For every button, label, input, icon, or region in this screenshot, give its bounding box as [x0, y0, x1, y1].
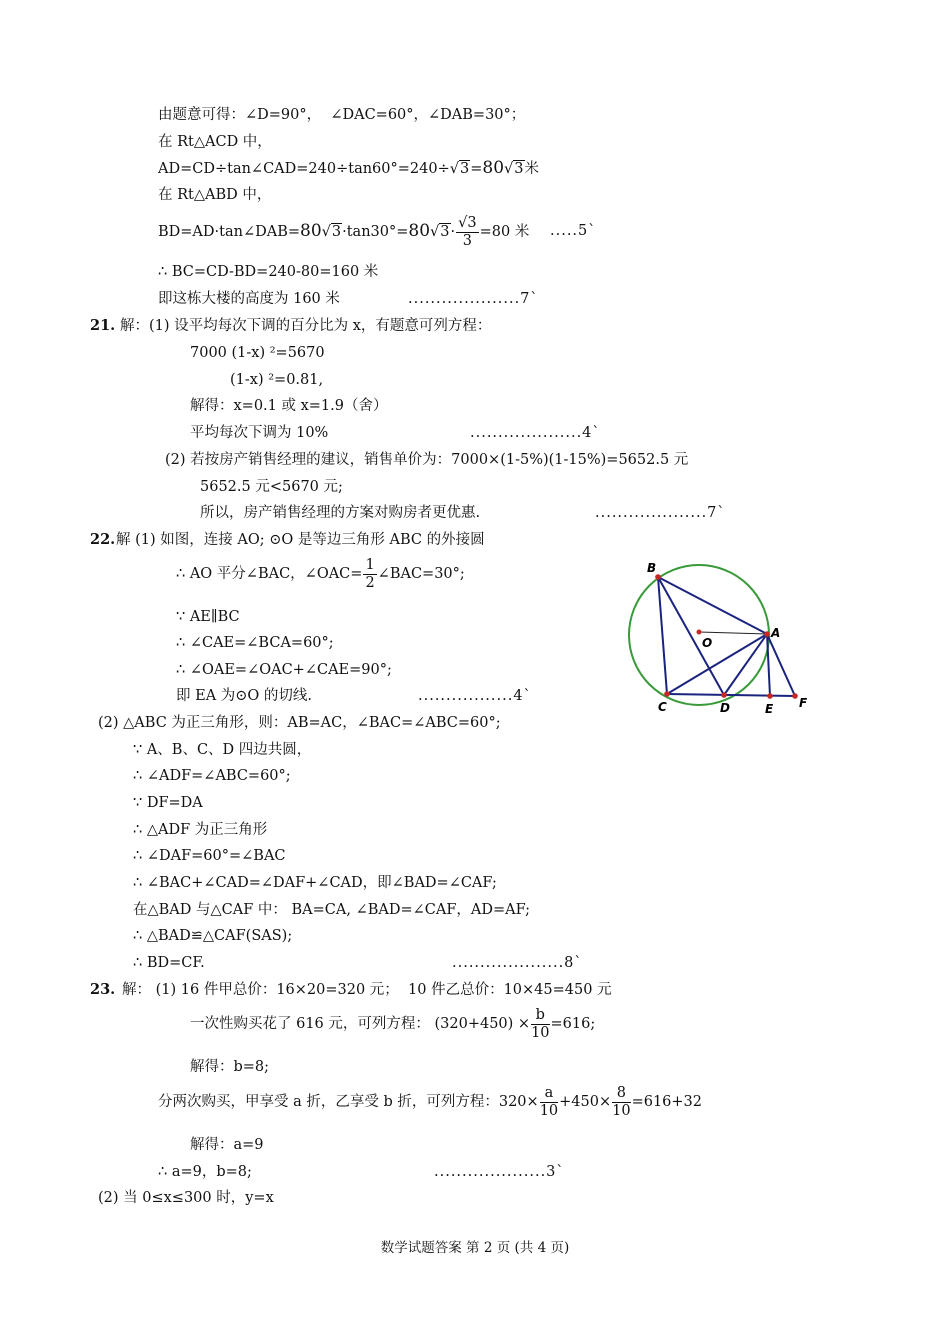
s22-line-10: ∵ DF=DA: [133, 795, 203, 811]
s23-line-1: 解： (1) 16 件甲总价：16×20=320 元； 10 件乙总价：10×45=450 元: [122, 982, 612, 998]
s20-line-6: ∴ BC=CD-BD=240-80=160 米: [158, 264, 379, 280]
s20-line-7: 即这栋大楼的高度为 160 米: [158, 291, 340, 307]
s20-l5-dot: ·: [450, 224, 456, 240]
fraction-numerator: √3: [458, 214, 477, 231]
s23-line-7: (2) 当 0≤x≤300 时，y=x: [98, 1190, 274, 1206]
sqrt-symbol: √: [504, 161, 514, 177]
s22-line-7: (2) △ABC 为正三角形，则：AB=AC，∠BAC=∠ABC=60°;: [98, 715, 501, 731]
s23-line-6: ∴ a=9，b=8;: [158, 1164, 252, 1180]
fraction-denominator: 10: [539, 1102, 559, 1119]
s22-line-14: 在△BAD 与△CAF 中： BA=CA, ∠BAD=∠CAF，AD=AF;: [133, 902, 531, 918]
s23-fraction-b: [531, 1007, 549, 1042]
s22-line-8: ∵ A、B、C、D 四边共圆，: [133, 742, 312, 758]
s20-l5-coef-2: 80: [408, 221, 431, 241]
s20-l5-coef: 80: [300, 221, 322, 241]
s23-fraction-a: [540, 1085, 558, 1120]
s20-l3-unit: 米: [524, 161, 539, 177]
s21-line-5: 平均每次下调为 10%: [190, 425, 329, 441]
s20-l3-coef: 80: [482, 158, 505, 178]
fraction-denominator: 2: [365, 574, 375, 591]
s22-line-4: ∴ ∠CAE=∠BCA=60°;: [176, 635, 334, 651]
s23-l2-text: 一次性购买花了 616 元，可列方程： (320+450) ×: [190, 1016, 531, 1032]
s20-line-4: 在 Rt△ABD 中，: [158, 187, 272, 203]
s23-l4-result: =616+32: [631, 1094, 703, 1110]
s21-line-2: 7000 (1-x) ²=5670: [190, 345, 325, 361]
s21-score-7: ....................7`: [595, 505, 726, 521]
s22-line-3: ∵ AE∥BC: [176, 609, 240, 625]
fraction-numerator: 1: [365, 556, 375, 573]
s20-score-7: ....................7`: [408, 291, 539, 307]
s23-l4-text-2: +450×: [559, 1094, 612, 1110]
label-E: E: [765, 702, 774, 716]
s22-line-9: ∴ ∠ADF=∠ABC=60°;: [133, 768, 291, 784]
s21-line-1: 解：(1) 设平均每次下调的百分比为 x，有题意可列方程：: [120, 318, 492, 334]
s20-l5-tan: ·tan30°=: [342, 224, 409, 240]
segment-CF: [667, 694, 795, 696]
label-O: O: [702, 636, 713, 650]
s20-line-2: 在 Rt△ACD 中，: [158, 134, 272, 150]
segment-CA: [667, 634, 767, 694]
s20-l3-text: AD=CD÷tan∠CAD=240÷tan60°=240÷: [158, 161, 450, 177]
segment-OA: [699, 632, 767, 634]
segment-BC: [658, 577, 667, 694]
label-B: B: [647, 561, 657, 575]
s20-l3-radicand-2: 3: [514, 161, 524, 177]
s20-l5-result: =80 米: [479, 224, 530, 240]
s20-line-3: [158, 158, 539, 179]
s21-line-4: 解得：x=0.1 或 x=1.9（舍）: [190, 398, 388, 414]
fraction-denominator: 10: [612, 1102, 631, 1119]
s23-l2-result: =616;: [550, 1016, 596, 1032]
segment-DA: [724, 634, 767, 695]
s23-l4-text: 分两次购买，甲享受 a 折，乙享受 b 折，可列方程：320×: [158, 1094, 539, 1110]
s20-l3-radicand: 3: [459, 161, 470, 177]
s23-line-4: [158, 1083, 702, 1121]
s21-line-7: 5652.5 元<5670 元;: [200, 479, 343, 495]
label-F: F: [799, 696, 808, 710]
point-E: [767, 693, 773, 699]
page-footer: 数学试题答案 第 2 页 (共 4 页): [380, 1240, 570, 1256]
fraction-numerator: b: [531, 1007, 549, 1025]
fraction-denominator: 3: [462, 232, 472, 249]
point-O: [697, 630, 702, 635]
circumcircle: [629, 565, 769, 705]
s23-number: 23.: [90, 981, 116, 998]
label-C: C: [658, 700, 667, 714]
fraction-denominator: 10: [531, 1024, 550, 1041]
s22-fraction: [363, 557, 376, 592]
fraction-numerator: 8: [612, 1085, 630, 1103]
s22-score-8: ....................8`: [452, 955, 583, 971]
s21-line-8: 所以，房产销售经理的方案对购房者更优惠.: [200, 505, 481, 521]
circle-geometry-figure: [610, 550, 820, 720]
point-A: [764, 631, 770, 637]
fraction-numerator: a: [540, 1085, 558, 1103]
s20-fraction: [456, 215, 478, 250]
point-C: [664, 691, 670, 697]
s22-line-5: ∴ ∠OAE=∠OAC+∠CAE=90°;: [176, 662, 392, 678]
s22-score-4: .................4`: [418, 688, 532, 704]
point-F: [792, 693, 798, 699]
s20-l5-radicand: 3: [331, 224, 342, 240]
s21-line-6: (2) 若按房产销售经理的建议，销售单价为：7000×(1-5%)(1-15%)=5652.5 元: [165, 452, 689, 468]
s22-line-15: ∴ △BAD≌△CAF(SAS);: [133, 928, 293, 944]
s21-score-4: ....................4`: [470, 425, 601, 441]
s21-line-3: (1-x) ²=0.81,: [230, 372, 324, 388]
s20-l3-eq: =: [470, 161, 483, 177]
sqrt-symbol: √: [430, 224, 440, 240]
s22-l2-text: ∴ AO 平分∠BAC，∠OAC=: [176, 566, 363, 582]
s22-line-16: ∴ BD=CF.: [133, 955, 205, 971]
s22-line-12: ∴ ∠DAF=60°=∠BAC: [133, 848, 286, 864]
s22-line-6: 即 EA 为⊙O 的切线.: [176, 688, 313, 704]
s22-line-11: ∴ △ADF 为正三角形: [133, 822, 268, 838]
s22-line-13: ∴ ∠BAC+∠CAD=∠DAF+∠CAD，即∠BAD=∠CAF;: [133, 875, 497, 891]
s20-score-5: .....5`: [550, 223, 597, 239]
sqrt-symbol: √: [449, 161, 459, 177]
s22-l2-text-2: ∠BAC=30°;: [377, 566, 465, 582]
s20-l5-radicand-2: 3: [440, 224, 450, 240]
label-A: A: [771, 626, 781, 640]
sqrt-symbol: √: [321, 224, 331, 240]
s20-line-5: [158, 212, 529, 251]
s23-line-3: 解得：b=8;: [190, 1059, 270, 1075]
point-D: [721, 692, 727, 698]
label-D: D: [720, 701, 730, 715]
s23-score-3: ....................3`: [434, 1164, 565, 1180]
s23-fraction-8: [612, 1085, 630, 1120]
point-B: [655, 574, 661, 580]
segment-AF: [767, 634, 795, 696]
s22-line-2: [176, 555, 465, 593]
s20-l5-text: BD=AD·tan∠DAB=: [158, 224, 300, 240]
s20-line-1: 由题意可得：∠D=90°， ∠DAC=60°，∠DAB=30°；: [158, 107, 526, 123]
s23-line-5: 解得：a=9: [190, 1137, 264, 1153]
s21-number: 21.: [90, 317, 116, 334]
s22-number: 22.: [90, 531, 116, 548]
s22-line-1: 解 (1) 如图，连接 AO; ⊙O 是等边三角形 ABC 的外接圆: [116, 532, 485, 548]
s23-line-2: [190, 1005, 595, 1043]
